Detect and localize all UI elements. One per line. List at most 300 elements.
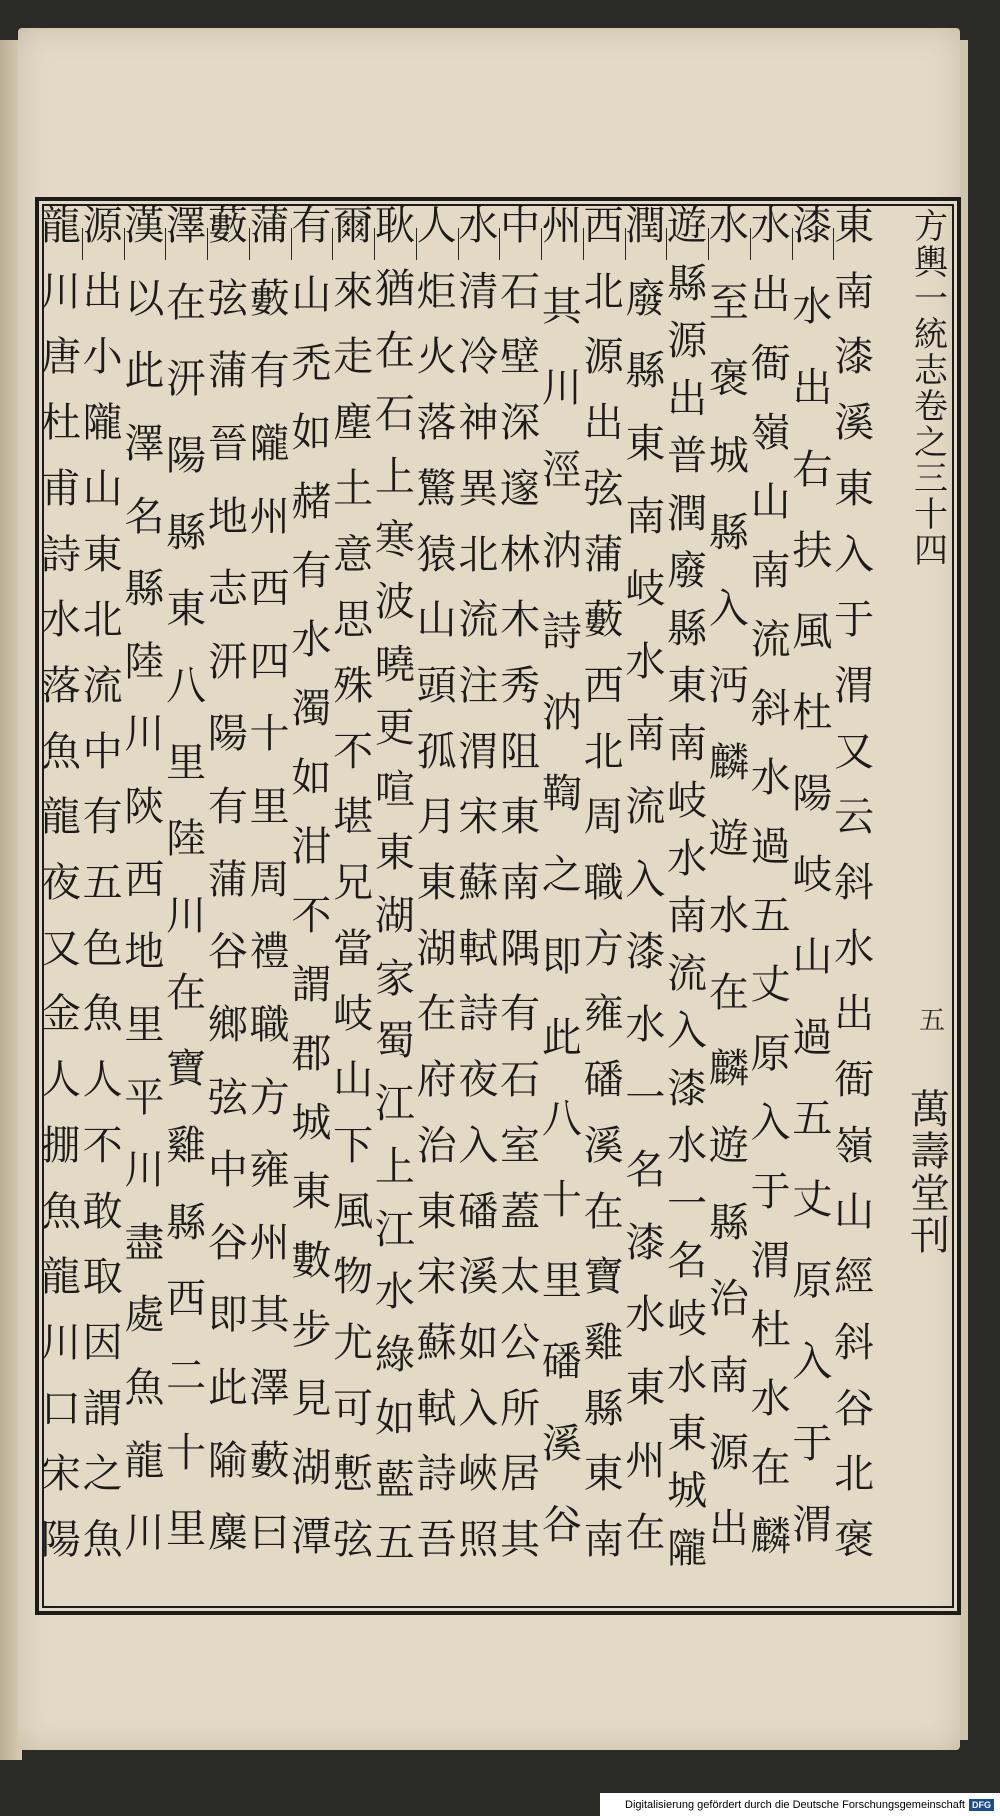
glyph: 如	[291, 410, 332, 456]
glyph: 敢	[82, 1188, 123, 1235]
glyph: 取	[82, 1254, 123, 1301]
glyph: 平	[124, 1074, 165, 1121]
glyph: 山	[82, 465, 123, 512]
glyph: 藪	[583, 597, 624, 644]
glyph: 于	[750, 1169, 791, 1215]
glyph: 東	[166, 586, 207, 633]
text-column	[708, 203, 750, 1598]
glyph: 谷	[834, 1385, 875, 1432]
glyph: 岐	[792, 852, 833, 899]
glyph: 中	[207, 1147, 248, 1194]
glyph: 江	[374, 1081, 415, 1128]
glyph: 十	[914, 495, 948, 535]
glyph: 十	[249, 711, 290, 758]
glyph: 又	[40, 925, 81, 972]
text-column	[40, 203, 82, 1598]
glyph: 藍	[374, 1457, 415, 1504]
glyph: 塵	[333, 400, 374, 447]
glyph: 北	[834, 1451, 875, 1498]
column-tick	[708, 228, 709, 260]
glyph: 磻	[583, 1057, 624, 1104]
glyph: 磻	[458, 1188, 499, 1235]
text-column	[499, 203, 541, 1598]
glyph: 西	[583, 203, 624, 249]
glyph: 蘇	[416, 1319, 457, 1366]
glyph: 蒲	[583, 531, 624, 578]
glyph: 里	[541, 1258, 582, 1305]
glyph: 縣	[708, 509, 749, 556]
glyph: 東	[500, 794, 541, 841]
column-tick	[750, 228, 751, 260]
glyph: 冷	[458, 334, 499, 381]
glyph: 不	[291, 893, 332, 939]
glyph: 金	[40, 991, 81, 1038]
glyph: 東	[416, 860, 457, 907]
glyph: 扶	[792, 527, 833, 574]
glyph: 潤	[625, 203, 666, 249]
glyph: 如	[291, 755, 332, 801]
glyph: 堪	[333, 794, 374, 841]
glyph: 藪	[249, 1437, 290, 1484]
glyph: 爾	[333, 203, 374, 249]
glyph: 神	[458, 400, 499, 447]
glyph: 嶺	[750, 410, 791, 456]
glyph: 晉	[207, 420, 248, 467]
glyph: 卷	[914, 387, 948, 427]
glyph: 龍	[40, 794, 81, 841]
glyph: 家	[374, 955, 415, 1002]
glyph: 周	[249, 856, 290, 903]
glyph: 涇	[541, 446, 582, 493]
glyph: 因	[82, 1319, 123, 1366]
glyph: 地	[207, 493, 248, 540]
glyph: 水	[667, 1353, 708, 1399]
glyph: 刊	[910, 1213, 950, 1259]
glyph: 汧	[207, 638, 248, 685]
glyph: 流	[458, 597, 499, 644]
glyph: 兄	[333, 860, 374, 907]
glyph: 右	[792, 446, 833, 493]
text-column	[207, 203, 249, 1598]
glyph: 名	[667, 1238, 708, 1284]
glyph: 水	[625, 638, 666, 685]
glyph: 州	[541, 203, 582, 249]
glyph: 其	[541, 284, 582, 331]
glyph: 壽	[910, 1129, 950, 1175]
glyph: 之	[914, 423, 948, 463]
glyph: 有	[291, 203, 332, 249]
glyph: 職	[249, 1001, 290, 1048]
glyph: 此	[207, 1365, 248, 1411]
glyph: 陽	[40, 1517, 81, 1564]
glyph: 經	[834, 1254, 875, 1301]
glyph: 縣	[667, 260, 708, 307]
glyph: 水	[667, 835, 708, 882]
glyph: 火	[416, 334, 457, 381]
glyph: 江	[374, 1206, 415, 1253]
glyph: 至	[708, 279, 749, 326]
glyph: 谷	[207, 929, 248, 976]
glyph: 源	[583, 334, 624, 381]
glyph: 南	[583, 1517, 624, 1564]
glyph: 詩	[416, 1451, 457, 1498]
glyph: 隴	[82, 400, 123, 447]
glyph: 魚	[40, 1188, 81, 1235]
glyph: 治	[708, 1276, 749, 1323]
glyph: 在	[374, 328, 415, 375]
glyph: 湖	[291, 1445, 332, 1491]
glyph: 如	[374, 1394, 415, 1441]
glyph: 谷	[207, 1219, 248, 1266]
glyph: 來	[333, 268, 374, 315]
glyph: 有	[291, 548, 332, 594]
glyph: 汭	[541, 690, 582, 737]
glyph: 宋	[40, 1451, 81, 1498]
glyph: 陽	[207, 711, 248, 758]
glyph: 數	[291, 1238, 332, 1284]
glyph: 城	[291, 1100, 332, 1146]
glyph: 于	[792, 1420, 833, 1467]
glyph: 上	[374, 1143, 415, 1190]
glyph: 耿	[374, 203, 415, 249]
glyph: 遊	[667, 203, 708, 249]
glyph: 魚	[124, 1365, 165, 1411]
glyph: 山	[792, 933, 833, 980]
glyph: 弦	[333, 1517, 374, 1564]
glyph: 殊	[333, 662, 374, 709]
text-column	[625, 203, 667, 1598]
column-tick	[291, 228, 292, 260]
glyph: 東	[291, 1169, 332, 1215]
glyph: 方	[583, 925, 624, 972]
glyph: 室	[500, 1122, 541, 1169]
glyph: 潭	[291, 1514, 332, 1560]
folio-number: 五	[919, 1006, 946, 1036]
glyph: 謂	[82, 1385, 123, 1432]
glyph: 盡	[124, 1219, 165, 1266]
glyph: 川	[124, 1147, 165, 1194]
glyph: 廢	[625, 275, 666, 322]
glyph: 魚	[82, 1517, 123, 1564]
glyph: 雍	[249, 1147, 290, 1194]
glyph: 北	[82, 597, 123, 644]
glyph: 壁	[500, 334, 541, 381]
glyph: 水	[291, 617, 332, 663]
text-column	[541, 203, 583, 1598]
glyph: 公	[500, 1319, 541, 1366]
glyph: 其	[249, 1292, 290, 1339]
glyph: 即	[207, 1292, 248, 1339]
glyph: 思	[333, 597, 374, 644]
glyph: 南	[708, 1352, 749, 1399]
column-tick	[207, 228, 208, 260]
glyph: 唐	[40, 334, 81, 381]
glyph: 波	[374, 579, 415, 626]
column-tick	[165, 228, 166, 260]
glyph: 驚	[416, 465, 457, 512]
glyph: 居	[500, 1451, 541, 1498]
text-column	[583, 203, 625, 1598]
glyph: 出	[750, 272, 791, 318]
glyph: 東	[583, 1451, 624, 1498]
glyph: 堂	[910, 1171, 950, 1217]
glyph: 一	[667, 1180, 708, 1227]
glyph: 谷	[541, 1501, 582, 1548]
glyph: 詩	[541, 608, 582, 655]
glyph: 入	[458, 1122, 499, 1169]
glyph: 西	[124, 856, 165, 903]
glyph: 廢	[667, 548, 708, 594]
glyph: 不	[333, 728, 374, 775]
glyph: 出	[834, 991, 875, 1038]
glyph: 水	[750, 1376, 791, 1422]
glyph: 流	[667, 950, 708, 997]
glyph: 職	[583, 860, 624, 907]
glyph: 流	[625, 784, 666, 830]
glyph: 綠	[374, 1331, 415, 1378]
glyph: 漆	[625, 929, 666, 976]
glyph: 喧	[374, 767, 415, 814]
glyph: 縣	[625, 348, 666, 395]
glyph: 藪	[207, 203, 248, 249]
glyph: 吾	[416, 1517, 457, 1564]
glyph: 人	[40, 1057, 81, 1104]
glyph: 陽	[792, 771, 833, 818]
glyph: 入	[458, 1385, 499, 1432]
glyph: 軾	[416, 1385, 457, 1432]
glyph: 東	[667, 1410, 708, 1457]
glyph: 曉	[374, 642, 415, 689]
text-column	[165, 203, 207, 1598]
text-column	[291, 203, 333, 1598]
glyph: 遊	[708, 1122, 749, 1169]
glyph: 南	[500, 860, 541, 907]
column-tick	[374, 228, 375, 260]
glyph: 頭	[416, 662, 457, 709]
glyph: 五	[374, 1520, 415, 1567]
glyph: 漆	[625, 1219, 666, 1266]
glyph: 南	[834, 268, 875, 315]
glyph: 水	[625, 1292, 666, 1339]
glyph: 原	[750, 1031, 791, 1077]
glyph: 城	[708, 432, 749, 479]
glyph: 麟	[708, 739, 749, 786]
glyph: 州	[625, 1437, 666, 1484]
glyph: 川	[40, 268, 81, 315]
glyph: 杜	[750, 1307, 791, 1353]
column-tick	[249, 228, 250, 260]
glyph: 以	[124, 275, 165, 322]
glyph: 遊	[708, 816, 749, 863]
glyph: 北	[583, 268, 624, 315]
glyph: 三	[914, 459, 948, 499]
glyph: 里	[124, 1001, 165, 1048]
glyph: 山	[291, 272, 332, 318]
glyph: 隴	[249, 420, 290, 467]
glyph: 水	[40, 597, 81, 644]
glyph: 縣	[124, 566, 165, 613]
glyph: 尤	[333, 1319, 374, 1366]
glyph: 北	[583, 728, 624, 775]
glyph: 西	[249, 566, 290, 613]
glyph: 禿	[291, 341, 332, 387]
glyph: 北	[458, 531, 499, 578]
glyph: 澤	[124, 420, 165, 467]
glyph: 水	[625, 1001, 666, 1048]
glyph: 風	[792, 608, 833, 655]
glyph: 東	[834, 203, 875, 249]
glyph: 縣	[667, 605, 708, 652]
glyph: 城	[667, 1468, 708, 1514]
glyph: 又	[834, 728, 875, 775]
glyph: 魚	[40, 728, 81, 775]
glyph: 龍	[40, 203, 81, 249]
glyph: 可	[333, 1385, 374, 1432]
glyph: 口	[40, 1385, 81, 1432]
glyph: 溪	[834, 400, 875, 447]
text-column	[124, 203, 166, 1598]
glyph: 此	[541, 1014, 582, 1061]
glyph: 處	[124, 1292, 165, 1339]
glyph: 炬	[416, 268, 457, 315]
glyph: 澤	[249, 1365, 290, 1411]
glyph: 龍	[124, 1437, 165, 1484]
text-column	[82, 203, 124, 1598]
glyph: 石	[500, 1057, 541, 1104]
glyph: 出	[708, 1506, 749, 1553]
glyph: 在	[166, 969, 207, 1016]
glyph: 方	[249, 1074, 290, 1121]
glyph: 禮	[249, 929, 290, 976]
glyph: 弦	[583, 465, 624, 512]
glyph: 溪	[541, 1420, 582, 1467]
glyph: 過	[792, 1014, 833, 1061]
glyph: 寶	[166, 1046, 207, 1093]
glyph: 出	[82, 268, 123, 315]
text-column	[750, 203, 792, 1598]
glyph: 入	[708, 586, 749, 633]
glyph: 入	[750, 1100, 791, 1146]
glyph: 麟	[750, 1514, 791, 1560]
glyph: 出	[583, 400, 624, 447]
glyph: 周	[583, 794, 624, 841]
glyph: 阻	[500, 728, 541, 775]
glyph: 麋	[207, 1510, 248, 1557]
glyph: 汭	[541, 527, 582, 574]
glyph: 隴	[667, 1525, 708, 1572]
glyph: 萬	[910, 1087, 950, 1133]
glyph: 東	[834, 465, 875, 512]
glyph: 縣	[166, 509, 207, 556]
glyph: 邃	[500, 465, 541, 512]
glyph: 府	[416, 1057, 457, 1104]
column-tick	[332, 228, 333, 260]
glyph: 之	[541, 852, 582, 899]
glyph: 蜀	[374, 1018, 415, 1065]
glyph: 曰	[249, 1510, 290, 1557]
glyph: 東	[625, 1365, 666, 1411]
glyph: 四	[249, 638, 290, 685]
glyph: 流	[750, 617, 791, 663]
glyph: 渭	[458, 728, 499, 775]
glyph: 丈	[792, 1177, 833, 1224]
glyph: 陸	[124, 638, 165, 685]
glyph: 沔	[708, 662, 749, 709]
glyph: 州	[249, 493, 290, 540]
glyph: 八	[541, 1095, 582, 1142]
glyph: 太	[500, 1254, 541, 1301]
glyph: 之	[82, 1451, 123, 1498]
glyph: 在	[708, 969, 749, 1016]
glyph: 渭	[750, 1238, 791, 1284]
column-tick	[416, 228, 417, 260]
glyph: 褒	[708, 356, 749, 403]
glyph: 猶	[374, 265, 415, 312]
glyph: 在	[416, 991, 457, 1038]
glyph: 水	[667, 1123, 708, 1169]
glyph: 南	[750, 548, 791, 594]
glyph: 隃	[207, 1437, 248, 1484]
glyph: 西	[166, 1276, 207, 1323]
glyph: 杜	[792, 690, 833, 737]
glyph: 志	[207, 566, 248, 613]
glyph: 濁	[291, 686, 332, 732]
column-tick	[792, 228, 793, 260]
glyph: 蒲	[207, 856, 248, 903]
glyph: 雍	[583, 991, 624, 1038]
glyph: 猿	[416, 531, 457, 578]
glyph: 過	[750, 824, 791, 870]
glyph: 詩	[40, 531, 81, 578]
glyph: 磻	[541, 1339, 582, 1386]
glyph: 川	[40, 1319, 81, 1366]
glyph: 土	[333, 465, 374, 512]
glyph: 方	[914, 207, 948, 247]
glyph: 麟	[708, 1046, 749, 1093]
glyph: 斜	[834, 860, 875, 907]
glyph: 見	[291, 1376, 332, 1422]
glyph: 其	[500, 1517, 541, 1564]
glyph: 山	[834, 1188, 875, 1235]
glyph: 意	[333, 531, 374, 578]
glyph: 鞫	[541, 771, 582, 818]
glyph: 秀	[500, 662, 541, 709]
digitization-credit	[600, 1793, 1000, 1816]
text-column	[833, 203, 875, 1598]
glyph: 斜	[750, 686, 791, 732]
glyph: 所	[500, 1385, 541, 1432]
glyph: 如	[458, 1319, 499, 1366]
glyph: 汧	[166, 356, 207, 403]
glyph: 五	[792, 1095, 833, 1142]
column-tick	[82, 228, 83, 260]
glyph: 軾	[458, 925, 499, 972]
glyph: 渭	[792, 1501, 833, 1548]
glyph: 陝	[124, 784, 165, 830]
glyph: 山	[750, 479, 791, 525]
glyph: 治	[416, 1122, 457, 1169]
glyph: 輿	[914, 243, 948, 283]
text-column	[332, 203, 374, 1598]
glyph: 西	[583, 662, 624, 709]
glyph: 川	[124, 1510, 165, 1557]
glyph: 有	[82, 794, 123, 841]
glyph: 縣	[583, 1385, 624, 1432]
glyph: 人	[82, 1057, 123, 1104]
dfg-logo: DFG	[969, 1799, 994, 1811]
glyph: 有	[500, 991, 541, 1038]
glyph: 東	[625, 420, 666, 467]
